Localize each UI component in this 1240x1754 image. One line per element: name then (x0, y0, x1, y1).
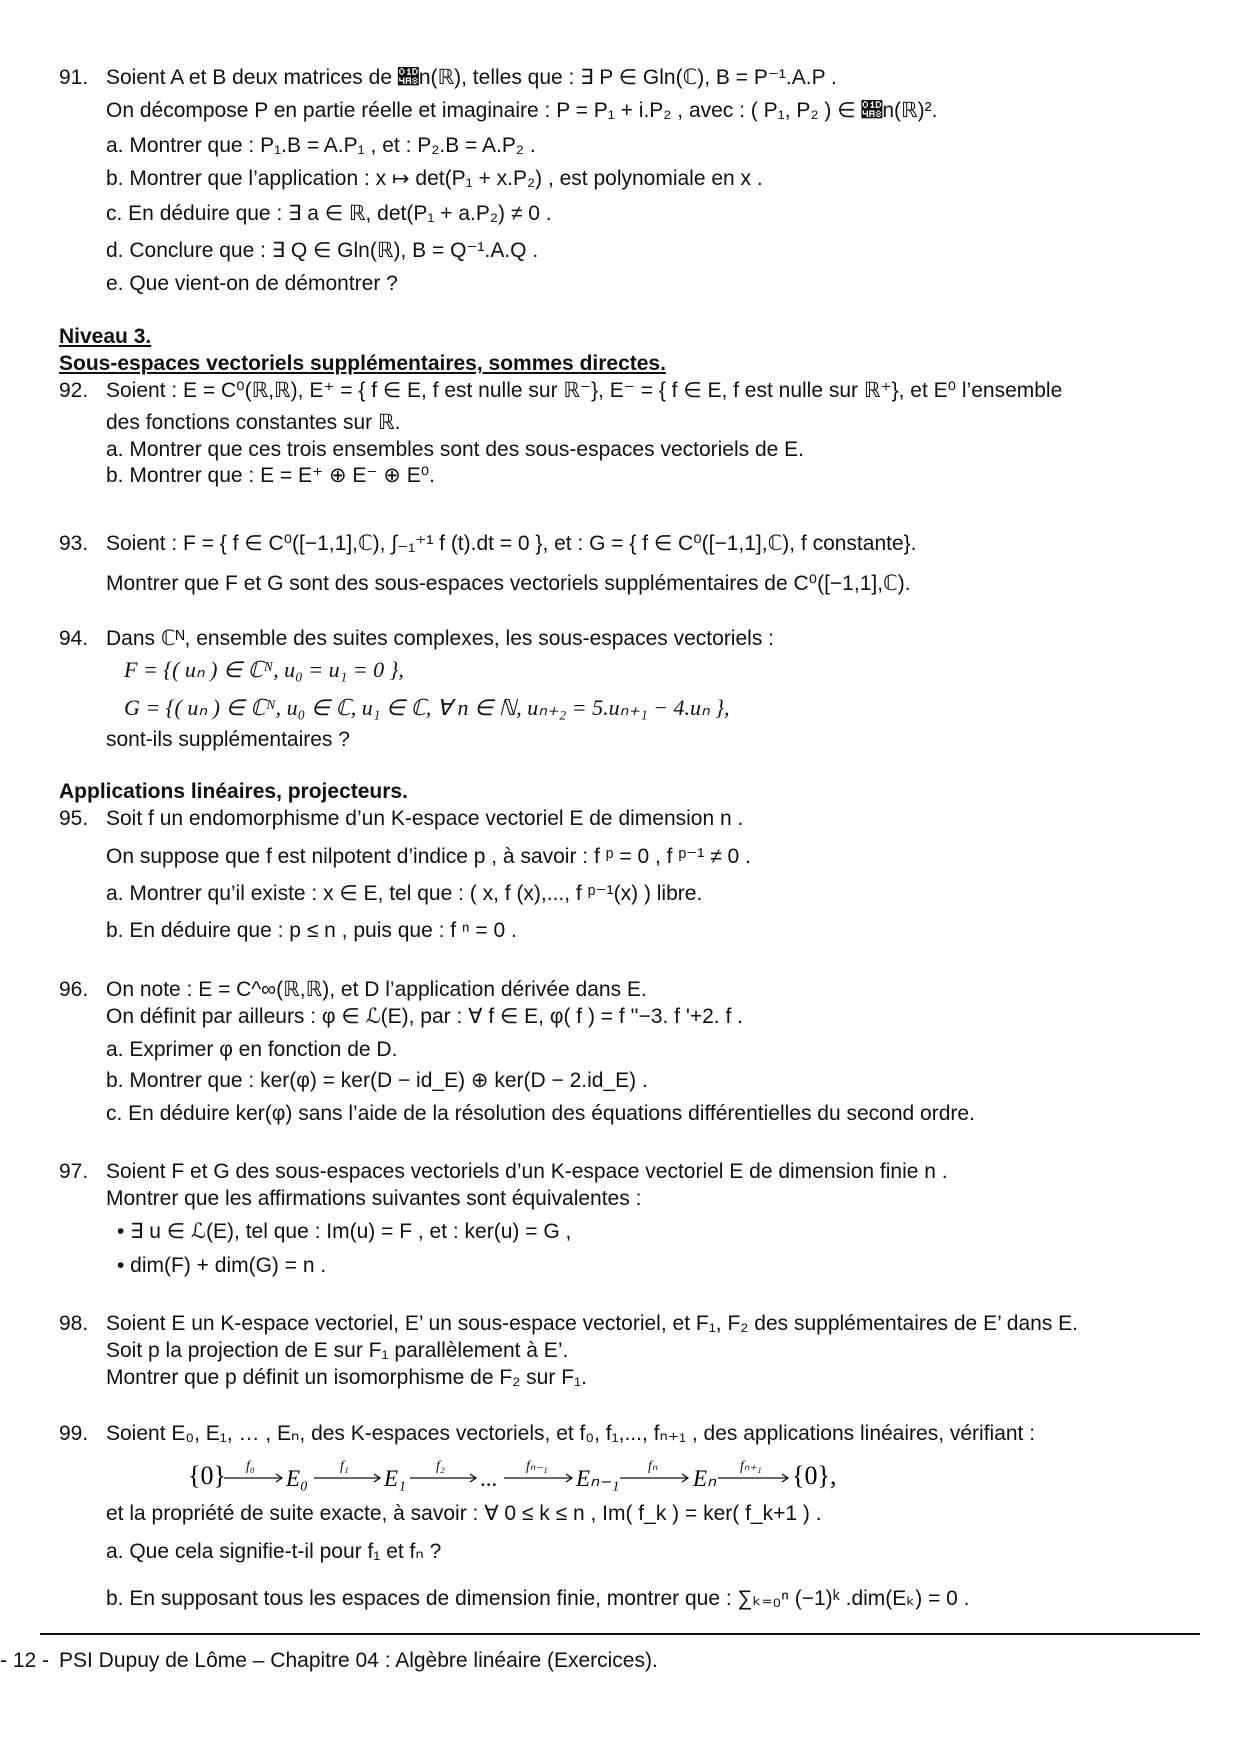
exercise-98-statement-line-3: Montrer que p définit un isomorphisme de F₂ sur F₁. (106, 1366, 587, 1389)
exercise-96-question-b: b. Montrer que : ker(φ) = ker(D − id_E) ⊕ ker(D − 2.id_E) . (106, 1069, 648, 1092)
exercise-96-statement-line-2: On définit par ailleurs : φ ∈ ℒ(E), par : ∀ f ∈ E, φ( f ) = f ''−3. f '+2. f . (106, 1005, 743, 1028)
exercise-95-statement-line-2: On suppose que f est nilpotent d’indice p , à savoir : f ᵖ = 0 , f ᵖ⁻¹ ≠ 0 . (106, 845, 751, 868)
diagram-node-en-minus-1: Eₙ₋₁ (576, 1466, 620, 1491)
diagram-node-ellipsis: ... (480, 1466, 498, 1491)
section-heading-supplementary: Sous-espaces vectoriels supplémentaires, sommes directes. (59, 352, 666, 375)
exercise-95-question-b: b. En déduire que : p ≤ n , puis que : f ⁿ = 0 . (106, 919, 517, 942)
diagram-label-f1: f₁ (340, 1459, 349, 1474)
exercise-91-statement-line-1: Soient A et B deux matrices de 𝒨n(ℝ), telles que : ∃ P ∈ Gln(ℂ), B = P⁻¹.A.P . (106, 66, 837, 89)
diagram-node-en: Eₙ (693, 1466, 717, 1491)
exercise-91-question-d: d. Conclure que : ∃ Q ∈ Gln(ℝ), B = Q⁻¹.A.Q . (106, 239, 539, 262)
exercise-95-question-a: a. Montrer qu’il existe : x ∈ E, tel que : ( x, f (x),..., f ᵖ⁻¹(x) ) libre. (106, 882, 703, 905)
diagram-node-e0: E₀ (286, 1466, 309, 1491)
exercise-92-statement-line-2: des fonctions constantes sur ℝ. (106, 411, 401, 434)
exercise-96-question-c: c. En déduire ker(φ) sans l’aide de la résolution des équations différentielles du second ordre. (106, 1102, 975, 1125)
exercise-91-question-b: b. Montrer que l’application : x ↦ det(P₁ + x.P₂) , est polynomiale en x . (106, 167, 763, 190)
exercise-94-subspace-f: F = {( uₙ ) ∈ ℂᴺ, u₀ = u₁ = 0 }, (124, 657, 404, 682)
exercise-98-statement-line-2: Soit p la projection de E sur F₁ parallèlement à E’. (106, 1339, 569, 1362)
exercise-96-question-a: a. Exprimer φ en fonction de D. (106, 1038, 398, 1061)
exact-sequence-diagram (188, 1450, 848, 1494)
exercise-99-question-b: b. En supposant tous les espaces de dimension finie, montrer que : ∑ₖ₌₀ⁿ (−1)ᵏ .dim(Eₖ) = 0 . (106, 1587, 970, 1610)
diagram-label-fn: fₙ (648, 1459, 658, 1474)
exercise-93-statement-line-2: Montrer que F et G sont des sous-espaces vectoriels supplémentaires de C⁰([−1,1],ℂ). (106, 572, 911, 595)
exercise-92-statement-line-1: Soient : E = C⁰(ℝ,ℝ), E⁺ = { f ∈ E, f est nulle sur ℝ⁻}, E⁻ = { f ∈ E, f est nulle sur ℝ⁺}, et E⁰ l’ensemble (106, 379, 1063, 402)
exercise-97-bullet-1: • ∃ u ∈ ℒ(E), tel que : Im(u) = F , et : ker(u) = G , (117, 1220, 572, 1243)
exercise-91-question-c: c. En déduire que : ∃ a ∈ ℝ, det(P₁ + a.P₂) ≠ 0 . (106, 202, 552, 225)
exercise-99-statement-line-2: et la propriété de suite exacte, à savoir : ∀ 0 ≤ k ≤ n , Im( f_k ) = ker( f_k+1 ) . (106, 1502, 822, 1525)
diagram-start-zero: {0} (188, 1461, 226, 1490)
diagram-node-e1: E₁ (384, 1466, 407, 1491)
footer-divider (40, 1633, 1200, 1635)
page-number: - 12 - (0, 1649, 50, 1672)
exercise-99-question-a: a. Que cela signifie-t-il pour f₁ et fₙ ? (106, 1540, 442, 1563)
section-heading-linear-maps: Applications linéaires, projecteurs. (59, 780, 408, 803)
level-heading: Niveau 3. (59, 325, 152, 348)
exercise-92-question-b: b. Montrer que : E = E⁺ ⊕ E⁻ ⊕ E⁰. (106, 464, 435, 487)
footer-title: PSI Dupuy de Lôme – Chapitre 04 : Algèbre linéaire (Exercices). (59, 1649, 658, 1672)
document-page: 91. Soient A et B deux matrices de 𝒨n(ℝ), telles que : ∃ P ∈ Gln(ℂ), B = P⁻¹.A.P . On décompose P en partie réelle et imaginaire : P = P₁ + i.P₂ , avec : ( P₁, P₂ ) ∈ 𝒨n(ℝ)². a. Montrer que : P₁.B = A.P₁ , et : P₂.B = A.P₂ . b. Montrer que l’application : x ↦ det(P₁ + x.P₂) , est polynomiale en x . c. En déduire que : ∃ a ∈ ℝ, det(P₁ + a.P₂) ≠ 0 . d. Conclure que : ∃ Q ∈ Gln(ℝ), B = Q⁻¹.A.Q . e. Que vient-on de démontrer ? Niveau 3. Sous-espaces vectoriels supplémentaires, sommes directes. 92. Soient : E = C⁰(ℝ,ℝ), E⁺ = { f ∈ E, f est nulle sur ℝ⁻}, E⁻ = { f ∈ E, f est nulle sur ℝ⁺}, et E⁰ l’ensemble des fonctions constantes sur ℝ. a. Montrer que ces trois ensembles sont des sous-espaces vectoriels de E. b. Montrer que : E = E⁺ ⊕ E⁻ ⊕ E⁰. 93. Soient : F = { f ∈ C⁰([−1,1],ℂ), ∫₋₁⁺¹ f (t).dt = 0 }, et : G = { f ∈ C⁰([−1,1],ℂ), f constante}. Montrer que F et G sont des sous-espaces vectoriels supplémentaires de C⁰([−1,1],ℂ). 94. Dans ℂᴺ, ensemble des suites complexes, les sous-espaces vectoriels : F = {( uₙ ) ∈ ℂᴺ, u₀ = u₁ = 0 }, G = {( uₙ ) ∈ ℂᴺ, u₀ ∈ ℂ, u₁ ∈ ℂ, ∀ n ∈ ℕ, uₙ₊₂ = 5.uₙ₊₁ − 4.uₙ }, sont-ils supplémentaires ? Applications linéaires, projecteurs. 95. Soit f un endomorphisme d’un K-espace vectoriel E de dimension n . On suppose que f est nilpotent d’indice p , à savoir : f ᵖ = 0 , f ᵖ⁻¹ ≠ 0 . a. Montrer qu’il existe : x ∈ E, tel que : ( x, f (x),..., f ᵖ⁻¹(x) ) libre. b. En déduire que : p ≤ n , puis que : f ⁿ = 0 . 96. On note : E = C^∞(ℝ,ℝ), et D l’application dérivée dans E. On définit par ailleurs : φ ∈ ℒ(E), par : ∀ f ∈ E, φ( f ) = f ''−3. f '+2. f . a. Exprimer φ en fonction de D. b. Montrer que : ker(φ) = ker(D − id_E) ⊕ ker(D − 2.id_E) . c. En déduire ker(φ) sans l’aide de la résolution des équations différentielles du second ordre. 97. Soient F et G des sous-espaces vectoriels d’un K-espace vectoriel E de dimension finie n . Montrer que les affirmations suivantes sont équivalentes : • ∃ u ∈ ℒ(E), tel que : Im(u) = F , et : ker(u) = G , • dim(F) + dim(G) = n . 98. Soient E un K-espace vectoriel, E’ un sous-espace vectoriel, et F₁, F₂ des supplémentaires de E’ dans E. Soit p la projection de E sur F₁ parallèlement à E’. Montrer que p définit un isomorphisme de F₂ sur F₁. 99. Soient E₀, E₁, … , Eₙ, des K-espaces vectoriels, et f₀, f₁,..., fₙ₊₁ , des applications linéaires, vérifiant : {0} E₀ E₁ ... Eₙ₋₁ Eₙ {0}, f₀ f₁ f₂ fₙ₋₁ fₙ fₙ₊₁ et la propriété de suite exacte, à savoir : ∀ 0 ≤ k ≤ n , Im( f_k ) = ker( f_k+1 ) . a. Que cela signifie-t-il pour f₁ et fₙ ? b. En supposant tous les espaces de dimension finie, montrer que : ∑ₖ₌₀ⁿ (−1)ᵏ .dim(Eₖ) = 0 . PSI Dupuy de Lôme – Chapitre 04 : Algèbre linéaire (Exercices). - 12 - (0, 0, 1240, 1754)
diagram-label-f2: f₂ (436, 1459, 445, 1474)
exercise-98-statement-line-1: Soient E un K-espace vectoriel, E’ un sous-espace vectoriel, et F₁, F₂ des supplémentaires de E’ dans E. (106, 1312, 1079, 1335)
exercise-94-statement-line-1: Dans ℂᴺ, ensemble des suites complexes, les sous-espaces vectoriels : (106, 627, 774, 650)
exercise-94-subspace-g: G = {( uₙ ) ∈ ℂᴺ, u₀ ∈ ℂ, u₁ ∈ ℂ, ∀ n ∈ ℕ, uₙ₊₂ = 5.uₙ₊₁ − 4.uₙ }, (124, 695, 730, 720)
exercise-97-statement-line-1: Soient F et G des sous-espaces vectoriels d’un K-espace vectoriel E de dimension finie n . (106, 1160, 948, 1183)
exercise-91-question-e: e. Que vient-on de démontrer ? (106, 272, 398, 295)
diagram-label-fn-minus-1: fₙ₋₁ (526, 1459, 548, 1474)
exercise-99-statement-line-1: Soient E₀, E₁, … , Eₙ, des K-espaces vectoriels, et f₀, f₁,..., fₙ₊₁ , des applications linéaires, vérifiant : (106, 1422, 1036, 1445)
exercise-93-statement-line-1: Soient : F = { f ∈ C⁰([−1,1],ℂ), ∫₋₁⁺¹ f (t).dt = 0 }, et : G = { f ∈ C⁰([−1,1],ℂ), f constante}. (106, 532, 917, 555)
diagram-label-f0: f₀ (246, 1459, 255, 1474)
exercise-97-statement-line-2: Montrer que les affirmations suivantes sont équivalentes : (106, 1187, 642, 1210)
exercise-91-question-a: a. Montrer que : P₁.B = A.P₁ , et : P₂.B = A.P₂ . (106, 134, 536, 157)
exercise-91-statement-line-2: On décompose P en partie réelle et imaginaire : P = P₁ + i.P₂ , avec : ( P₁, P₂ ) ∈ 𝒨n(ℝ)². (106, 99, 938, 122)
exercise-94-question: sont-ils supplémentaires ? (106, 728, 350, 751)
diagram-end-zero: {0}, (792, 1461, 837, 1490)
exercise-96-statement-line-1: On note : E = C^∞(ℝ,ℝ), et D l’application dérivée dans E. (106, 978, 647, 1001)
diagram-label-fn-plus-1: fₙ₊₁ (740, 1459, 762, 1474)
exercise-92-question-a: a. Montrer que ces trois ensembles sont des sous-espaces vectoriels de E. (106, 438, 805, 461)
exercise-95-statement-line-1: Soit f un endomorphisme d’un K-espace vectoriel E de dimension n . (106, 807, 744, 830)
exercise-97-bullet-2: • dim(F) + dim(G) = n . (117, 1254, 327, 1277)
